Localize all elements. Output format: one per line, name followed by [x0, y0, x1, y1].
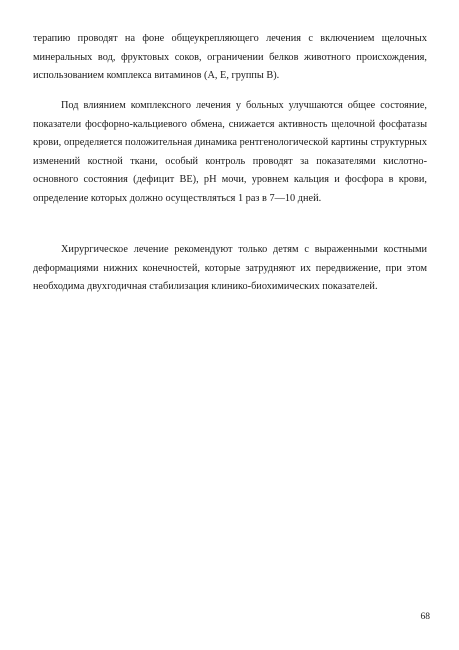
page-number: 68 [420, 612, 430, 622]
paragraph-surgical-treatment [33, 241, 427, 297]
paragraph-text: Хирургическое лечение рекомендуют только детям с выраженными костными деформациями нижних конечностей, которые затрудняют их передвижение, при этом необходима двухгодичная стабилизация клинико-биохимических показателей. [33, 244, 427, 292]
paragraph-continuation [33, 30, 427, 86]
paragraph-treatment-effects [33, 97, 427, 208]
paragraph-text: Под влиянием комплексного лечения у больных улучшаются общее состояние, показатели фосфорно-кальциевого обмена, снижается активность щелочной фосфатазы крови, определяется положительная динамика рентгенологической картины структурных изменений костной ткани, особый контроль проводят за показателями кислотно-основного состояния (дефицит ВЕ), рН мочи, уровнем кальция и фосфора в крови, определение которых должно осуществляться 1 раз в 7—10 дней. [33, 100, 427, 204]
paragraph-text: терапию проводят на фоне общеукрепляющего лечения с включением щелочных минеральных вод, фруктовых соков, ограничении белков животного происхождения, использованием комплекса витаминов (А, Е, группы В). [33, 33, 427, 81]
